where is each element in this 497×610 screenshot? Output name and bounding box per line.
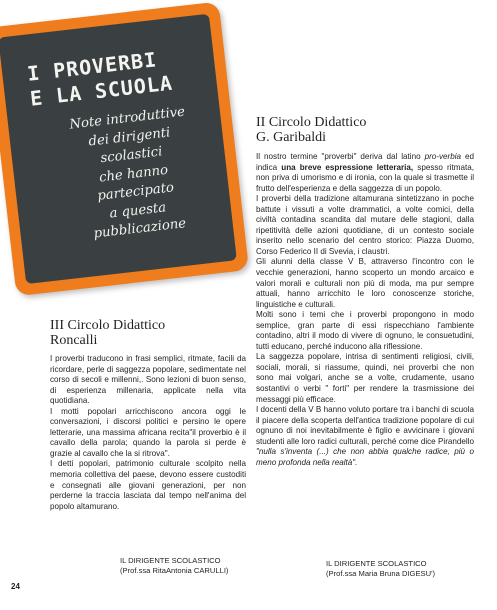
right-paragraph-6 xyxy=(256,405,474,468)
chalkboard-subtitle: Note introduttive dei dirigenti scolastici che hanno partecipato a questa pubblicazione xyxy=(68,104,187,242)
left-signature xyxy=(120,556,228,576)
right-body xyxy=(256,152,474,468)
chalkboard-title: I PROVERBI E LA SCUOLA xyxy=(26,47,175,111)
right-p1-text-3: spesso ritmata, non priva di umorismo e di ironia, con la quale si trasmette il frutto dell'esperienza e della saggezza di un popolo. xyxy=(256,162,474,193)
left-heading-line1: III Circolo Didattico xyxy=(50,318,166,333)
right-heading-line2: G. Garibaldi xyxy=(256,130,326,145)
right-paragraph-2: I proverbi della tradizione altamurana sintetizzano in poche battute i vissuti a volte drammatici, a volte comici, della civiltà contadina scandita dal mutare delle stagioni, dalla ripetitività delle azioni quotidiane, di un contesto sociale inserito nello scenario del centro storico: Piazza Duomo, Corso Federico II di Svevia, i claustri. xyxy=(256,194,474,256)
right-signature-name: (Prof.ssa Maria Bruna DIGESU') xyxy=(326,569,436,578)
right-heading-line1: II Circolo Didattico xyxy=(256,115,367,130)
right-heading xyxy=(256,115,366,145)
right-signature-role: IL DIRIGENTE SCOLASTICO xyxy=(326,559,427,568)
right-p6-text: I docenti della V B hanno voluto portare tra i banchi di scuola il piacere della scoperta dell'antica tradizione popolare di cui ognuno di noi inevitabilmente è figlio e avvicinare i giovani studenti alle loro radici culturali, perché come dice Pirandello xyxy=(256,405,474,446)
right-paragraph-5: La saggezza popolare, intrisa di sentimenti religiosi, civili, sociali, morali, si riassume, quindi, nei proverbi che non sono mai volgari, anche se a volte, crudamente, usano sostantivi o verbi " forti" per rendere la trasmissione dei messaggi più efficace. xyxy=(256,352,474,404)
right-signature xyxy=(326,559,435,579)
right-paragraph-1 xyxy=(256,152,474,194)
left-body xyxy=(50,354,246,512)
left-heading xyxy=(50,318,165,348)
left-paragraph-3: I detti popolari, patrimonio culturale scolpito nella memoria collettiva del paese, devono essere custoditi e consegnati alle giovani generazioni, per non perderne la traccia lasciata dal tempo nell'anima del popolo altamurano. xyxy=(50,459,246,511)
left-paragraph-2: I motti popolari arricchiscono ancora oggi le conversazioni, i discorsi politici e persino le opere letterarie, una massima africana recita"il proverbio è il cavallo della parola; quando la parola si perde è grazie al cavallo che la si ritrova". xyxy=(50,406,246,458)
left-heading-line2: Roncalli xyxy=(50,333,98,348)
left-paragraph-1: I proverbi traducono in frasi semplici, ritmate, facili da ricordare, perle di saggezza popolare, sedimentate nel corso di secoli e millenni,. Sono lezioni di buon senso, di esperienza millenaria, applicate nella vita quotidiana. xyxy=(50,354,246,406)
right-paragraph-4: Molti sono i temi che i proverbi propongono in modo semplice, gran parte di essi rispecchiano l'ambiente contadino, altri il modo di vivere di ognuno, le consuetudini, tutti educano, perché inducono alla riflessione. xyxy=(256,310,474,351)
right-p1-italic: pro-verbia xyxy=(424,152,462,161)
right-p1-bold: una breve espressione letteraria, xyxy=(281,162,414,172)
right-p1-text: Il nostro termine "proverbi" deriva dal latino xyxy=(256,152,425,161)
right-paragraph-3: Gli alunni della classe V B, attraverso l'incontro con le vecchie generazioni, hanno scoperto un mondo arcaico e valori morali e culturali non più di moda, ma pur sempre attuali, hanno arricchito le loro conoscenze storiche, linguistiche e culturali. xyxy=(256,257,474,309)
right-p6-quote: "nulla s'inventa (...) che non abbia qualche radice, più o meno profonda nella realtà". xyxy=(256,447,474,467)
left-signature-name: (Prof.ssa RitaAntonia CARULLI) xyxy=(120,566,229,575)
page-number: 24 xyxy=(11,582,20,591)
right-p1-text-2: ed indica xyxy=(256,152,474,172)
left-signature-role: IL DIRIGENTE SCOLASTICO xyxy=(120,556,221,565)
